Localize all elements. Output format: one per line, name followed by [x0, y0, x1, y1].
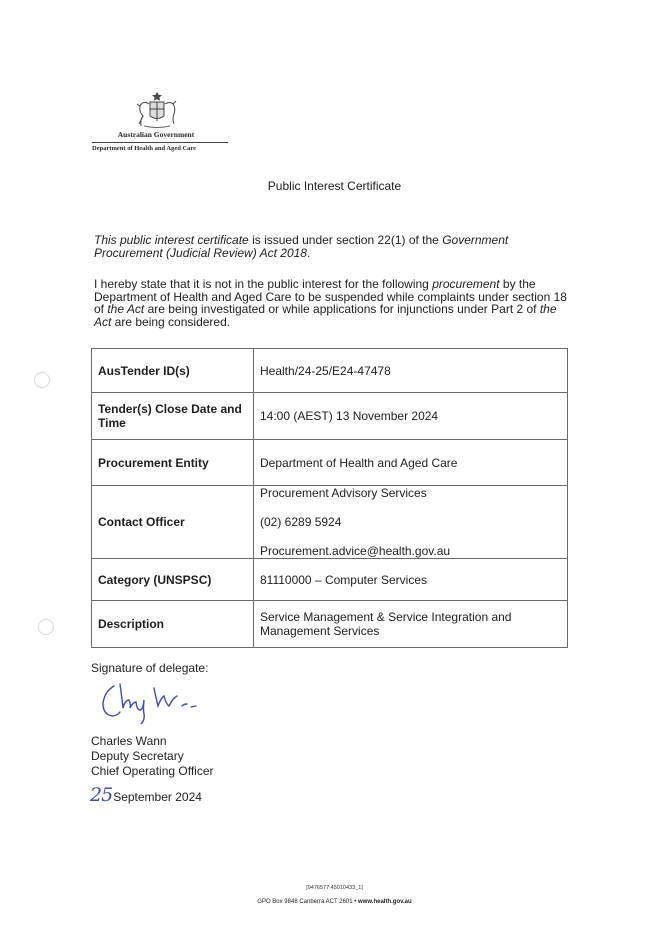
document-title: Public Interest Certificate	[267, 179, 402, 193]
signature-label: Signature of delegate:	[91, 661, 209, 675]
certificate-statement	[94, 234, 574, 259]
contact-name: Procurement Advisory Services	[260, 486, 427, 500]
declaration-text-1: I hereby state that it is not in the public interest for the following	[94, 277, 433, 291]
handwritten-signature	[96, 678, 256, 724]
contact-officer-details	[254, 486, 568, 559]
close-date-value: 14:00 (AEST) 13 November 2024	[254, 393, 568, 440]
postal-address: GPO Box 9848 Canberra ACT 2601 •	[257, 899, 359, 905]
declaration-act-1: the Act	[107, 302, 145, 316]
austender-value: Health/24-25/E24-47478	[254, 349, 568, 393]
contact-phone: (02) 6289 5924	[260, 515, 342, 529]
letterhead-divider	[92, 142, 228, 143]
document-reference: [9476577:45010433_1]	[306, 885, 363, 891]
signer-details	[91, 734, 214, 779]
punch-hole-mark	[38, 619, 54, 635]
category-label: Category (UNSPSC)	[92, 559, 254, 601]
date-day-handwritten: 25	[90, 784, 113, 806]
entity-value: Department of Health and Aged Care	[254, 440, 568, 486]
table-row	[92, 559, 568, 601]
website-link[interactable]: www.health.gov.au	[358, 899, 412, 905]
government-name: Australian Government	[117, 130, 195, 139]
tender-details-table	[91, 348, 568, 648]
statement-term: This public interest certificate	[94, 233, 249, 247]
signature-date	[90, 784, 202, 806]
department-name: Department of Health and Aged Care	[92, 145, 197, 152]
signer-role: Deputy Secretary	[91, 749, 184, 763]
category-value: 81110000 – Computer Services	[254, 559, 568, 601]
date-month-year: September 2024	[113, 790, 202, 804]
contact-email: Procurement.advice@health.gov.au	[260, 544, 451, 558]
table-row	[92, 440, 568, 486]
punch-hole-mark	[34, 372, 50, 388]
close-date-label: Tender(s) Close Date and Time	[92, 393, 254, 440]
declaration-text-4: are being considered.	[111, 314, 231, 329]
declaration-paragraph	[94, 278, 574, 328]
declaration-act-2: the Act	[94, 302, 557, 329]
footer-address	[0, 899, 669, 905]
statement-end: .	[306, 245, 311, 260]
signer-name: Charles Wann	[91, 734, 167, 748]
statement-act: Government Procurement (Judicial Review) Act 2018	[94, 233, 509, 260]
declaration-text-2: by the Department of Health and Aged Care to be suspended while complaints under section 18 of	[94, 277, 567, 316]
table-row	[92, 393, 568, 440]
table-row	[92, 601, 568, 648]
description-value: Service Management & Service Integration and Management Services	[254, 601, 568, 648]
entity-label: Procurement Entity	[92, 440, 254, 486]
coat-of-arms-icon	[132, 90, 182, 130]
contact-officer-label: Contact Officer	[92, 486, 254, 559]
table-row	[92, 486, 568, 559]
declaration-text-3: are being investigated or while applications for injunctions under Part 2 of	[144, 302, 540, 316]
signer-role-secondary: Chief Operating Officer	[91, 764, 214, 778]
declaration-term: procurement	[432, 277, 500, 291]
statement-text: is issued under section 22(1) of the	[248, 233, 443, 247]
table-row	[92, 349, 568, 393]
austender-label: AusTender ID(s)	[92, 349, 254, 393]
description-label: Description	[92, 601, 254, 648]
